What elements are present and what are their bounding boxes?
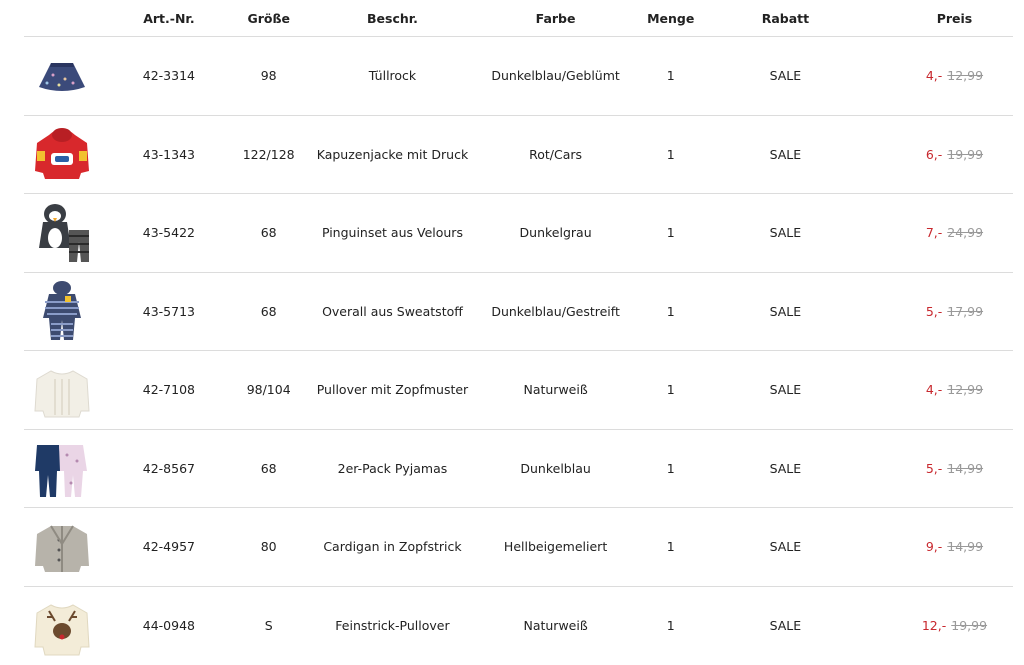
size: 98 [237, 68, 300, 83]
price [856, 304, 1013, 319]
price [856, 461, 1013, 476]
sale-price: 4,- [926, 382, 942, 397]
header-menge: Menge [627, 11, 715, 26]
discount: SALE [715, 68, 856, 83]
quantity: 1 [627, 382, 715, 397]
article-number: 43-5422 [101, 225, 237, 240]
sale-price: 5,- [926, 461, 942, 476]
article-number: 44-0948 [101, 618, 237, 633]
price [856, 225, 1013, 240]
header-preis: Preis [856, 11, 1013, 26]
quantity: 1 [627, 539, 715, 554]
article-number: 42-8567 [101, 461, 237, 476]
color: Rot/Cars [485, 147, 627, 162]
discount: SALE [715, 382, 856, 397]
original-price: 14,99 [947, 539, 983, 554]
product-image[interactable] [24, 43, 101, 109]
size: 122/128 [237, 147, 300, 162]
reindeer-sweater-icon[interactable] [31, 593, 93, 659]
article-number: 43-1343 [101, 147, 237, 162]
pullover-icon[interactable] [31, 357, 93, 423]
discount: SALE [715, 147, 856, 162]
size: 68 [237, 304, 300, 319]
order-items-table [24, 0, 1013, 665]
original-price: 24,99 [947, 225, 983, 240]
pyjamas-icon[interactable] [31, 435, 93, 501]
product-image[interactable] [24, 435, 101, 501]
discount: SALE [715, 618, 856, 633]
quantity: 1 [627, 461, 715, 476]
table-row [24, 587, 1013, 665]
color: Hellbeigemeliert [485, 539, 627, 554]
size: S [237, 618, 300, 633]
article-number: 42-7108 [101, 382, 237, 397]
color: Dunkelgrau [485, 225, 627, 240]
original-price: 12,99 [947, 382, 983, 397]
sale-price: 6,- [926, 147, 942, 162]
description[interactable]: Pullover mit Zopfmuster [300, 382, 484, 397]
quantity: 1 [627, 68, 715, 83]
table-row [24, 508, 1013, 587]
header-beschr: Beschr. [300, 11, 484, 26]
penguin-set-icon[interactable] [31, 200, 93, 266]
size: 68 [237, 225, 300, 240]
product-image[interactable] [24, 278, 101, 344]
size: 98/104 [237, 382, 300, 397]
color: Dunkelblau/Gestreift [485, 304, 627, 319]
table-header [24, 0, 1013, 37]
hoodie-icon[interactable] [31, 121, 93, 187]
description[interactable]: Kapuzenjacke mit Druck [300, 147, 484, 162]
sale-price: 12,- [922, 618, 946, 633]
table-row [24, 116, 1013, 195]
original-price: 19,99 [947, 147, 983, 162]
discount: SALE [715, 304, 856, 319]
price [856, 618, 1013, 633]
sale-price: 5,- [926, 304, 942, 319]
color: Naturweiß [485, 618, 627, 633]
color: Dunkelblau [485, 461, 627, 476]
header-art-nr: Art.-Nr. [101, 11, 237, 26]
article-number: 43-5713 [101, 304, 237, 319]
price [856, 539, 1013, 554]
table-row [24, 273, 1013, 352]
size: 80 [237, 539, 300, 554]
price [856, 68, 1013, 83]
size: 68 [237, 461, 300, 476]
original-price: 14,99 [947, 461, 983, 476]
header-groesse: Größe [237, 11, 300, 26]
discount: SALE [715, 539, 856, 554]
product-image[interactable] [24, 514, 101, 580]
original-price: 19,99 [951, 618, 987, 633]
table-row [24, 351, 1013, 430]
color: Naturweiß [485, 382, 627, 397]
product-image[interactable] [24, 200, 101, 266]
skirt-icon[interactable] [31, 43, 93, 109]
article-number: 42-3314 [101, 68, 237, 83]
quantity: 1 [627, 618, 715, 633]
sale-price: 9,- [926, 539, 942, 554]
quantity: 1 [627, 225, 715, 240]
product-image[interactable] [24, 357, 101, 423]
original-price: 12,99 [947, 68, 983, 83]
overall-icon[interactable] [31, 278, 93, 344]
quantity: 1 [627, 147, 715, 162]
discount: SALE [715, 225, 856, 240]
description[interactable]: Overall aus Sweatstoff [300, 304, 484, 319]
discount: SALE [715, 461, 856, 476]
price [856, 147, 1013, 162]
header-rabatt: Rabatt [715, 11, 856, 26]
description[interactable]: Feinstrick-Pullover [300, 618, 484, 633]
table-row [24, 37, 1013, 116]
price [856, 382, 1013, 397]
product-image[interactable] [24, 593, 101, 659]
description[interactable]: 2er-Pack Pyjamas [300, 461, 484, 476]
original-price: 17,99 [947, 304, 983, 319]
product-image[interactable] [24, 121, 101, 187]
description[interactable]: Cardigan in Zopfstrick [300, 539, 484, 554]
cardigan-icon[interactable] [31, 514, 93, 580]
table-row [24, 430, 1013, 509]
article-number: 42-4957 [101, 539, 237, 554]
description[interactable]: Tüllrock [300, 68, 484, 83]
table-row [24, 194, 1013, 273]
sale-price: 7,- [926, 225, 942, 240]
color: Dunkelblau/Geblümt [485, 68, 627, 83]
sale-price: 4,- [926, 68, 942, 83]
description[interactable]: Pinguinset aus Velours [300, 225, 484, 240]
header-farbe: Farbe [485, 11, 627, 26]
quantity: 1 [627, 304, 715, 319]
